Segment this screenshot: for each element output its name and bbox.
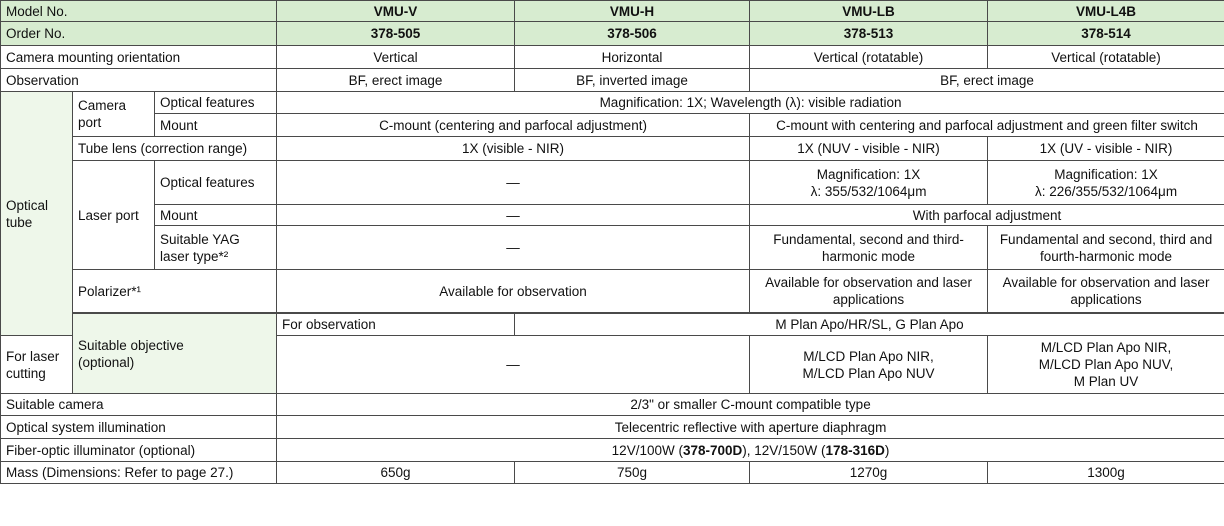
order-vmu-l4b: 378-514 [988,22,1224,46]
camera-port-mount-v-h: C-mount (centering and parfocal adjustment) [277,114,750,137]
suitable-objective-label-line2: (optional) [78,354,135,370]
tube-lens-lb: 1X (NUV - visible - NIR) [750,137,988,161]
laser-port-yag-l4b: Fundamental and second, third and fourth-harmonic mode [988,226,1224,270]
observation-vmu-h: BF, inverted image [515,69,750,92]
camera-port-optical-row [1,92,1224,114]
model-vmu-lb: VMU-LB [750,1,988,22]
laser-port-optical-v-h: — [277,161,750,205]
mass-vmu-h: 750g [515,462,750,484]
objective-laser-l4b-line3: M Plan UV [1073,374,1139,389]
laser-port-optical-label: Optical features [155,161,277,205]
fiber-illuminator-label: Fiber-optic illuminator (optional) [1,439,277,462]
tube-lens-label: Tube lens (correction range) [73,137,277,161]
model-vmu-v: VMU-V [277,1,515,22]
illumination-value: Telecentric reflective with aperture diaphragm [277,416,1224,439]
model-vmu-l4b: VMU-L4B [988,1,1224,22]
laser-port-optical-l4b-magnification: Magnification: 1X [1054,166,1158,182]
observation-row [1,69,1224,92]
camera-orientation-vmu-lb: Vertical (rotatable) [750,46,988,69]
observation-label: Observation [1,69,277,92]
suitable-camera-label: Suitable camera [1,394,277,416]
optical-tube-label: Optical tube [1,92,73,336]
fiber-text-a: 12V/100W ( [611,442,683,458]
illumination-label: Optical system illumination [1,416,277,439]
order-vmu-v: 378-505 [277,22,515,46]
suitable-camera-row [1,394,1224,416]
laser-port-optical-lb-magnification: Magnification: 1X [816,166,921,182]
laser-port-yag-v-h: — [277,226,750,270]
fiber-text-b: ), 12V/150W ( [742,442,826,458]
fiber-text-c: ) [884,442,890,458]
laser-port-yag-label-line1: Suitable YAG [160,231,240,247]
illumination-row [1,416,1224,439]
camera-orientation-vmu-v: Vertical [277,46,515,69]
polarizer-l4b: Available for observation and laser applications [988,270,1224,313]
laser-port-optical-lb [750,161,988,205]
camera-port-optical-label: Optical features [155,92,277,114]
order-vmu-lb: 378-513 [750,22,988,46]
mass-row [1,462,1224,484]
polarizer-label: Polarizer*¹ [73,270,277,313]
camera-orientation-row [1,46,1224,69]
camera-port-mount-label: Mount [155,114,277,137]
laser-port-yag-row [1,226,1224,270]
objective-laser-lb [750,336,988,394]
model-label: Model No. [1,1,277,22]
order-vmu-h: 378-506 [515,22,750,46]
suitable-objective-label [73,314,277,394]
mass-label: Mass (Dimensions: Refer to page 27.) [1,462,277,484]
order-label: Order No. [1,22,277,46]
polarizer-lb: Available for observation and laser applications [750,270,988,313]
polarizer-v-h: Available for observation [277,270,750,313]
laser-port-mount-label: Mount [155,205,277,226]
observation-vmu-lb-l4b: BF, erect image [750,69,1224,92]
fiber-illuminator-row [1,439,1224,462]
camera-port-mount-row [1,114,1224,137]
tube-lens-l4b: 1X (UV - visible - NIR) [988,137,1224,161]
order-row [1,22,1224,46]
camera-port-label: Camera port [73,92,155,137]
objective-laser-label: For laser cutting [1,336,73,394]
objective-laser-v-h: — [277,336,750,394]
objective-laser-l4b-line2: M/LCD Plan Apo NUV, [1038,357,1174,372]
fiber-illuminator-value [277,439,1224,462]
laser-port-optical-lb-wavelength: λ: 355/532/1064μm [810,183,927,199]
camera-port-optical-value: Magnification: 1X; Wavelength (λ): visible radiation [277,92,1224,114]
objective-observation-row [1,314,1224,336]
laser-port-optical-l4b [988,161,1224,205]
mass-vmu-l4b: 1300g [988,462,1224,484]
camera-orientation-label: Camera mounting orientation [1,46,277,69]
laser-port-mount-row [1,205,1224,226]
mass-vmu-lb: 1270g [750,462,988,484]
camera-port-mount-lb-l4b: C-mount with centering and parfocal adjustment and green filter switch [750,114,1224,137]
tube-lens-v-h: 1X (visible - NIR) [277,137,750,161]
laser-port-yag-label-line2: laser type*² [160,248,229,264]
laser-port-optical-row [1,161,1224,205]
objective-observation-label: For observation [277,314,515,336]
laser-port-label: Laser port [73,161,155,270]
laser-port-mount-lb-l4b: With parfocal adjustment [750,205,1224,226]
laser-port-mount-v-h: — [277,205,750,226]
camera-orientation-vmu-l4b: Vertical (rotatable) [988,46,1224,69]
polarizer-row [1,270,1224,313]
objective-observation-value: M Plan Apo/HR/SL, G Plan Apo [515,314,1224,336]
mass-vmu-v: 650g [277,462,515,484]
laser-port-yag-lb: Fundamental, second and third-harmonic mode [750,226,988,270]
laser-port-optical-l4b-wavelength: λ: 226/355/532/1064μm [1034,183,1178,199]
objective-laser-l4b [988,336,1224,394]
objective-laser-lb-line1: M/LCD Plan Apo NIR, [803,348,934,364]
objective-laser-lb-line2: M/LCD Plan Apo NUV [802,365,935,381]
objective-laser-l4b-line1: M/LCD Plan Apo NIR, [1040,340,1172,355]
suitable-objective-label-line1: Suitable objective [78,337,184,353]
suitable-camera-value: 2/3" or smaller C-mount compatible type [277,394,1224,416]
observation-vmu-v: BF, erect image [277,69,515,92]
fiber-code-378-700d: 378-700D [682,442,743,458]
fiber-code-178-316d: 178-316D [825,442,885,458]
model-row [1,1,1224,22]
laser-port-yag-label [155,226,277,270]
tube-lens-row [1,137,1224,161]
model-vmu-h: VMU-H [515,1,750,22]
camera-orientation-vmu-h: Horizontal [515,46,750,69]
